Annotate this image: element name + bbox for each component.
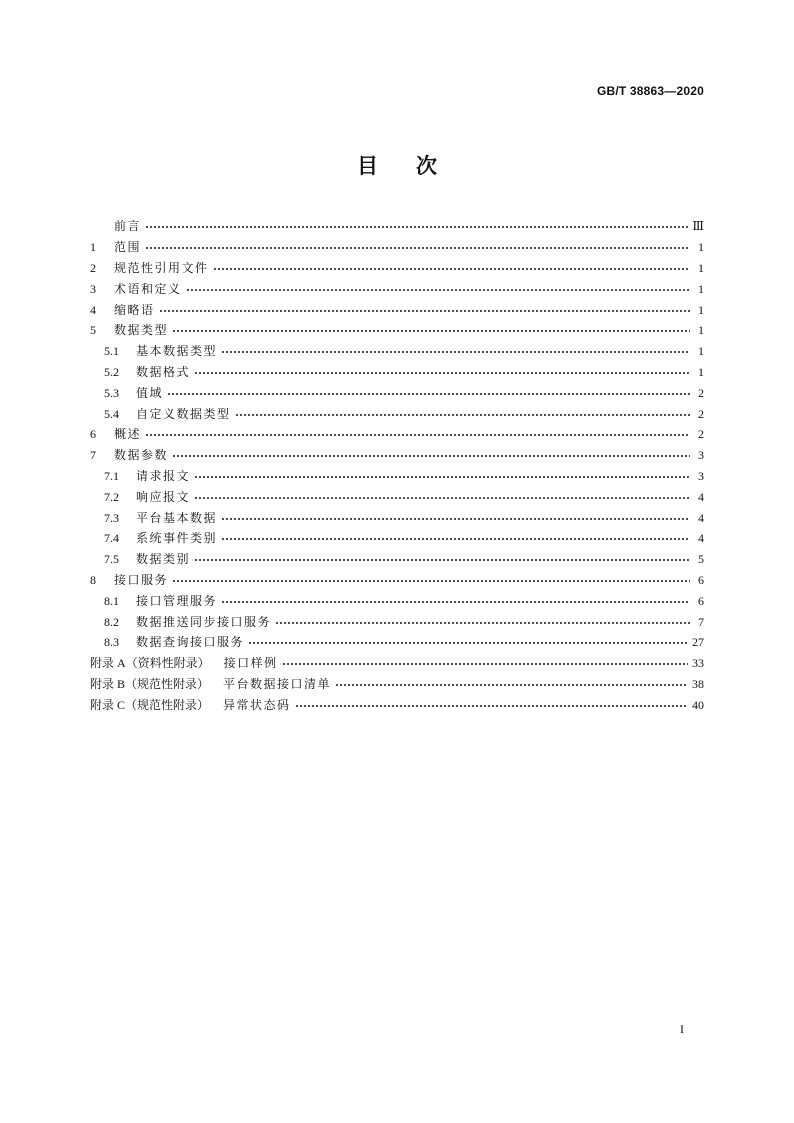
toc-entry-label: 规范性引用文件	[114, 260, 209, 275]
toc-leader-dots	[194, 466, 690, 486]
toc-entry-number: 2	[90, 260, 96, 275]
toc-entry-number: 8.1	[104, 593, 119, 608]
toc-entry[interactable]	[90, 466, 704, 487]
toc-entry-page: 2	[698, 406, 704, 421]
toc-leader-dots	[172, 570, 690, 590]
toc-entry[interactable]	[90, 694, 704, 715]
toc-entry-label: 自定义数据类型	[136, 406, 231, 421]
toc-entry-label: 数据类型	[114, 323, 169, 338]
toc-entry-page: 1	[698, 323, 704, 338]
toc-entry-label: 接口样例	[223, 656, 278, 671]
toc-entry[interactable]	[90, 216, 704, 237]
toc-leader-dots	[194, 362, 690, 382]
toc-entry-page: 5	[698, 552, 704, 567]
page-title: 目次	[357, 154, 475, 178]
toc-entry-label: 异常状态码	[223, 697, 291, 712]
toc-entry-label: 接口管理服务	[136, 593, 218, 608]
toc-entry-page: 1	[698, 364, 704, 379]
toc-leader-dots	[275, 612, 690, 632]
toc-entry-page: 4	[698, 510, 704, 525]
toc-leader-dots	[194, 549, 690, 569]
toc-entry-page: 1	[698, 240, 704, 255]
toc-entry-page: 38	[692, 676, 704, 691]
page-number: I	[680, 1022, 684, 1036]
toc-entry[interactable]	[90, 445, 704, 466]
toc-leader-dots	[194, 487, 690, 507]
toc-entry[interactable]	[90, 403, 704, 424]
toc-leader-dots	[159, 300, 690, 320]
toc-entry-label: 数据参数	[114, 448, 169, 463]
standard-number: GB/T 38863—2020	[596, 84, 704, 98]
toc-entry[interactable]	[90, 362, 704, 383]
toc-entry-label: 接口服务	[114, 572, 169, 587]
toc-entry-page: 1	[698, 344, 704, 359]
toc-entry-number: 7.3	[104, 510, 119, 525]
toc-leader-dots	[235, 404, 690, 424]
toc-entry[interactable]	[90, 320, 704, 341]
toc-entry[interactable]	[90, 570, 704, 591]
toc-entry-page: 1	[698, 302, 704, 317]
toc-entry-number: 7	[90, 448, 96, 463]
toc-entry-page: 7	[698, 614, 704, 629]
toc-leader-dots	[213, 258, 690, 278]
toc-leader-dots	[145, 216, 688, 236]
toc-entry-label: 数据类别	[136, 552, 191, 567]
toc-entry-label: 基本数据类型	[136, 344, 218, 359]
toc-entry-label: 术语和定义	[114, 281, 182, 296]
toc-entry-number: 5	[90, 323, 96, 338]
toc-entry[interactable]	[90, 341, 704, 362]
toc-entry-number: 8	[90, 572, 96, 587]
toc-entry-page: 2	[698, 385, 704, 400]
toc-entry-label: 数据推送同步接口服务	[136, 614, 272, 629]
toc-entry-number: 7.2	[104, 489, 119, 504]
toc-entry-label: 缩略语	[114, 302, 155, 317]
toc-entry[interactable]	[90, 674, 704, 695]
toc-entry-label: 数据格式	[136, 364, 191, 379]
toc-entry-label: 值域	[136, 385, 164, 400]
toc-entry-number: 7.4	[104, 531, 119, 546]
toc-entry-page: 4	[698, 489, 704, 504]
toc-leader-dots	[167, 383, 690, 403]
toc-entry-page: 40	[692, 697, 704, 712]
toc-entry-number: 5.3	[104, 385, 119, 400]
toc-leader-dots	[221, 341, 690, 361]
toc-entry-number: 4	[90, 302, 96, 317]
toc-entry-page: 33	[692, 656, 704, 671]
toc-leader-dots	[145, 424, 690, 444]
toc-entry-label: 前言	[114, 219, 142, 234]
toc-entry[interactable]	[90, 424, 704, 445]
toc-entry-number: 附录 A（资料性附录）	[90, 656, 210, 671]
toc-leader-dots	[335, 674, 688, 694]
toc-entry-number: 5.4	[104, 406, 119, 421]
toc-entry-page: 3	[698, 448, 704, 463]
toc-leader-dots	[221, 591, 690, 611]
toc-entry[interactable]	[90, 382, 704, 403]
toc-entry-page: 2	[698, 427, 704, 442]
toc-leader-dots	[186, 279, 690, 299]
toc-leader-dots	[295, 695, 688, 715]
toc-entry[interactable]	[90, 299, 704, 320]
toc-entry[interactable]	[90, 611, 704, 632]
toc-leader-dots	[221, 508, 690, 528]
toc-leader-dots	[282, 653, 688, 673]
toc-entry-label: 平台数据接口清单	[223, 676, 332, 691]
toc-entry-number: 5.2	[104, 364, 119, 379]
toc-leader-dots	[221, 528, 690, 548]
toc-entry[interactable]	[90, 549, 704, 570]
toc-entry[interactable]	[90, 528, 704, 549]
toc-entry[interactable]	[90, 590, 704, 611]
toc-leader-dots	[145, 237, 690, 257]
toc-entry-label: 概述	[114, 427, 142, 442]
toc-entry-number: 7.5	[104, 552, 119, 567]
toc-entry-number: 附录 C（规范性附录）	[90, 697, 210, 712]
toc-entry-label: 数据查询接口服务	[136, 635, 245, 650]
toc-entry-page: 27	[692, 635, 704, 650]
toc-entry-number: 1	[90, 240, 96, 255]
toc-entry-number: 6	[90, 427, 96, 442]
toc-entry[interactable]	[90, 507, 704, 528]
toc-entry[interactable]	[90, 258, 704, 279]
toc-entry-page: 3	[698, 468, 704, 483]
toc-entry[interactable]	[90, 486, 704, 507]
toc-entry-label: 请求报文	[136, 468, 191, 483]
toc-entry-number: 8.3	[104, 635, 119, 650]
toc-entry-number: 3	[90, 281, 96, 296]
table-of-contents	[90, 216, 704, 715]
toc-entry-label: 系统事件类别	[136, 531, 218, 546]
toc-entry[interactable]	[90, 653, 704, 674]
toc-entry-number: 7.1	[104, 468, 119, 483]
toc-entry-label: 范围	[114, 240, 142, 255]
toc-entry-page: 4	[698, 531, 704, 546]
toc-entry[interactable]	[90, 278, 704, 299]
toc-leader-dots	[248, 632, 688, 652]
toc-entry-page: 1	[698, 260, 704, 275]
toc-entry-label: 平台基本数据	[136, 510, 218, 525]
toc-entry[interactable]	[90, 632, 704, 653]
toc-leader-dots	[172, 445, 690, 465]
toc-entry-number: 附录 B（规范性附录）	[90, 676, 210, 691]
toc-entry-page: 6	[698, 572, 704, 587]
toc-entry-page: 6	[698, 593, 704, 608]
toc-entry-number: 8.2	[104, 614, 119, 629]
toc-entry-label: 响应报文	[136, 489, 191, 504]
toc-entry-page: Ⅲ	[692, 219, 704, 234]
toc-entry-page: 1	[698, 281, 704, 296]
toc-leader-dots	[172, 320, 690, 340]
toc-entry[interactable]	[90, 237, 704, 258]
toc-entry-number: 5.1	[104, 344, 119, 359]
